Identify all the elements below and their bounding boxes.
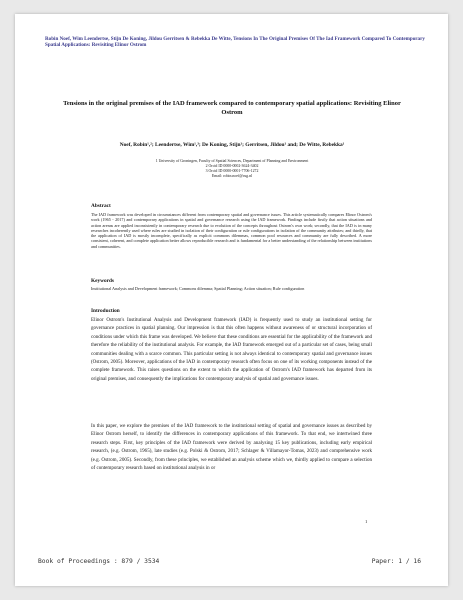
affiliation-line: 1 University of Groningen, Faculty of Spatial Sciences, Department of Planning and Environment	[155, 159, 309, 163]
abstract-heading: Abstract	[91, 203, 111, 209]
affiliations	[75, 159, 389, 179]
introduction-paragraph: In this paper, we explore the premises of the IAD framework to the institutional setting of spatial and governance issues as described by Elinor Ostrom herself, to identify the differences in contemporary applications of this framework. To that end, we intertwined three research steps. First, key principles of the IAD framework were derived by analysing 15 key publications, including early empirical research, (e.g. Ostrom, 1965), late studies (e.g. Polski & Ostrom, 2017; Schlager & Villamayor-Tomas, 2023) and comprehensive work (e.g. Ostrom, 2005). Secondly, from these principles, we established an analysis scheme which we, thirdly applied to compare a selection of contemporary research based on institutional analysis in or	[91, 423, 372, 472]
affiliation-line: 2 Orcid ID 0000-0002-3624-3402	[205, 164, 259, 168]
abstract-text: The IAD framework was developed in circumstances different from contemporary spatial and governance issues. This article systematically compares Elinor Ostrom's work (1965 - 2017) and contemporary applications in spatial and governance research using the IAD framework. Findings include firstly that action situations and action arenas are applied inconsistently in contemporary research due to evolution of the concepts throughout Ostrom's own work; secondly, that the IAD is in many researches incoherently used where rules are studied in isolation of their configuration or rule configurations in isolation of the community attributes; and thirdly, that the application of IAD is mostly incomplete, specifically as explicit commons dilemmas, common pool resources and community are fully described. A more consistent, coherent, and complete application better allows reproducible research and is fundamental for a better understanding of the relationship between institutions and communities.	[91, 212, 372, 249]
paper-page	[15, 14, 448, 586]
author-list: Noef, Robin¹,²; Leendertse, Wim¹,³; De Koning, Stijn¹; Gerritsen, Jildou¹ and; De Witte, Rebekka¹	[119, 142, 345, 148]
running-header: Robin Noef, Wim Leendertse, Stijn De Koning, Jildou Gerritsen & Rebekka De Witte, Tensions In The Original Premises Of The Iad Framework Compared To Contemporary Spatial Applications: Revisiting Elinor Ostrom	[45, 36, 425, 49]
paper-title: Tensions in the original premises of the IAD framework compared to contemporary spatial applications: Revisiting Elinor Ostrom	[63, 100, 401, 116]
introduction-heading: Introduction	[91, 308, 120, 314]
keywords-text: Institutional Analysis and Development framework; Commons dilemma; Spatial Planning; Action situation; Rule configuration	[91, 286, 305, 291]
affiliation-line: 3 Orcid ID 0000-0001-7706-1272	[205, 169, 259, 173]
paper-page-counter: Paper: 1 / 16	[371, 558, 421, 565]
keywords-heading: Keywords	[91, 278, 114, 284]
proceedings-page-counter: Book of Proceedings : 879 / 3534	[38, 558, 160, 565]
page-number: 1	[365, 519, 368, 524]
introduction-paragraph: Elinor Ostrom's Institutional Analysis and Development framework (IAD) is frequently used to study an institutional setting for governance practices in spatial planning. Our impression is that this often happens without awareness of or structural incorporation of conditions under which this frame was developed. We believe that these conditions are essential for the applicability of the framework and therefore the reliability of the institutional analysis. For example, the IAD framework emerged out of a particular set of cases, being small communities dealing with a scarce common. This particular setting is not always identical to contemporary spatial and governance issues (Ostrom, 2005). Moreover, applications of the IAD in contemporary research often focus on one of its working components instead of the complete framework. This raises questions on the extent to which the application of Ostrom's IAD framework has departed from its original premises, and consequently the implications for contemporary analysis of spatial and governance issues.	[91, 317, 372, 382]
author-email: Email: robin.noef@rug.nl	[211, 174, 253, 178]
